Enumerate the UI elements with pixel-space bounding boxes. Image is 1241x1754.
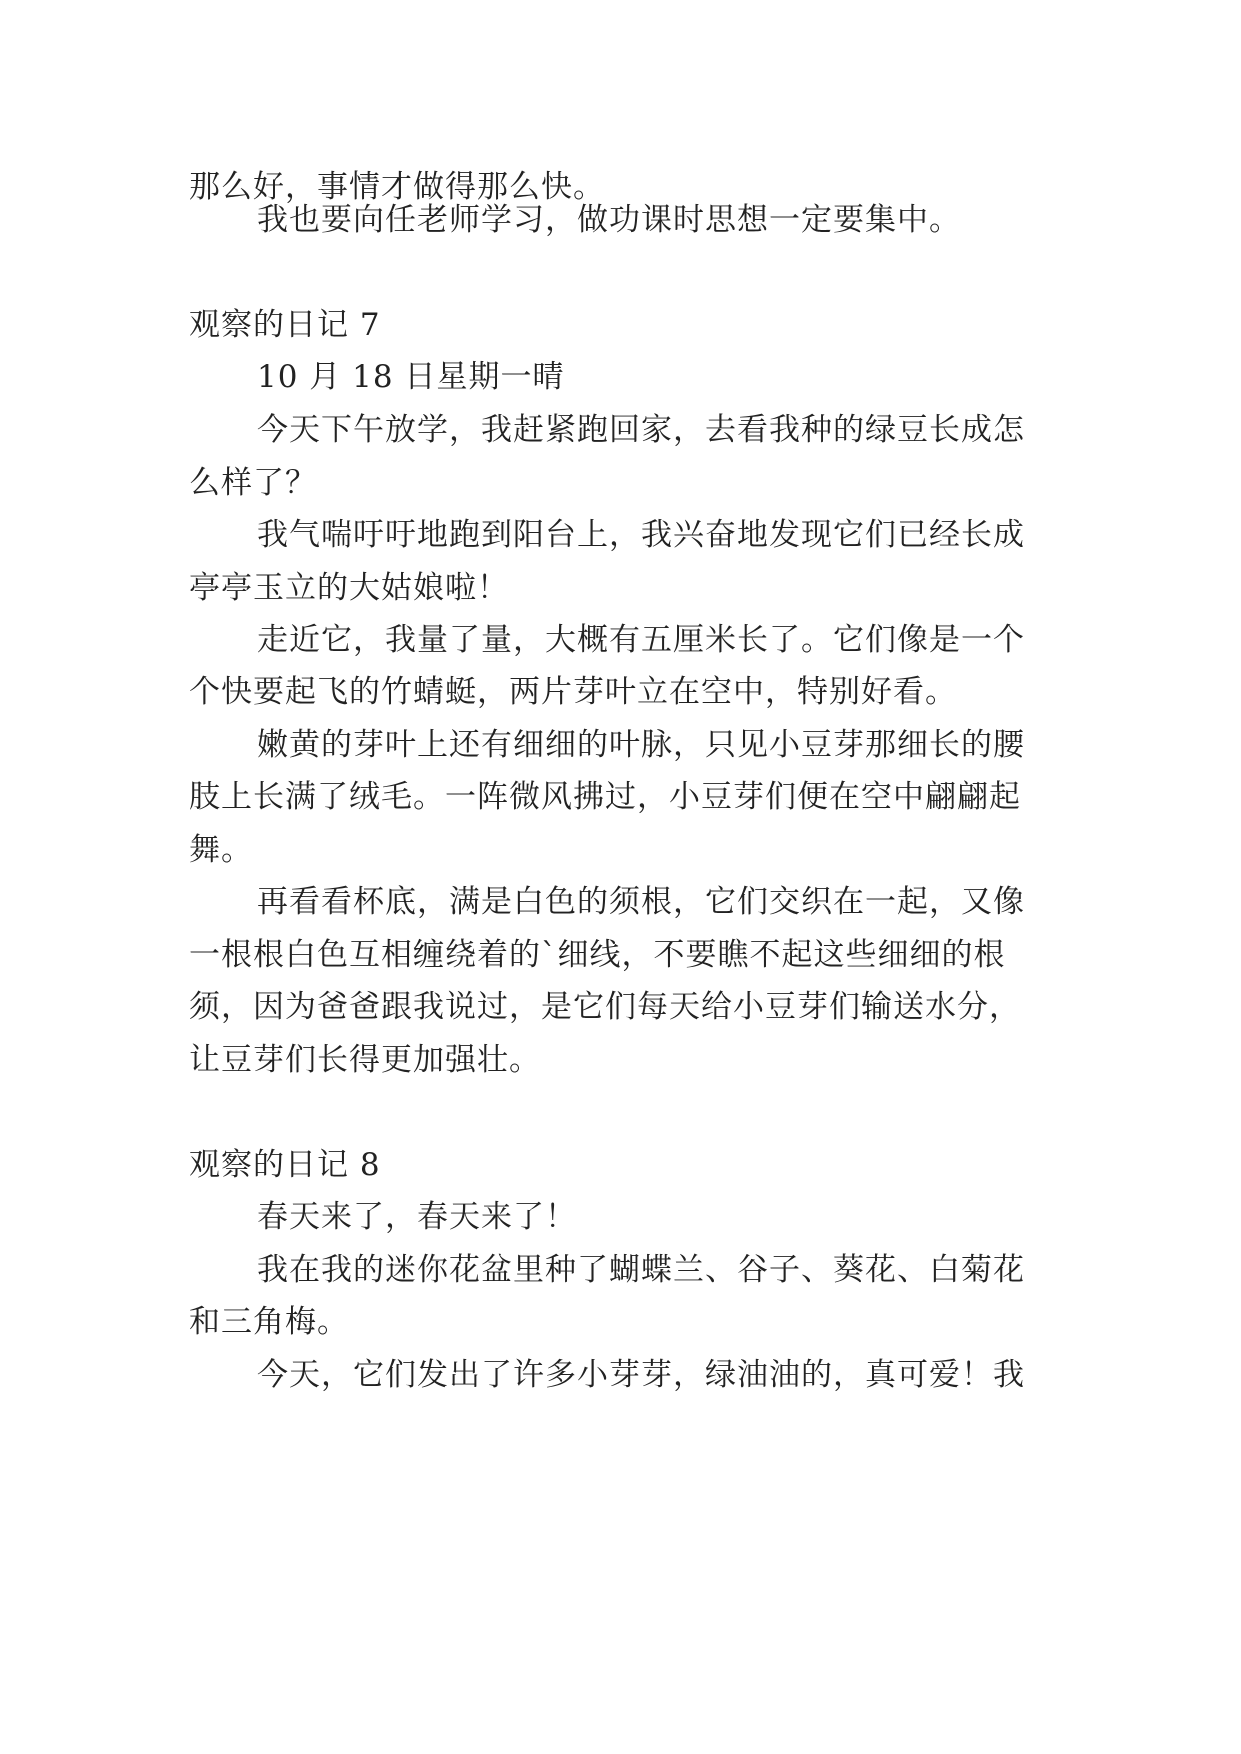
paragraph-line: 舞。 <box>189 832 253 868</box>
paragraph-line: 须，因为爸爸跟我说过，是它们每天给小豆芽们输送水分， <box>189 989 1021 1025</box>
paragraph-line: 和三角梅。 <box>189 1304 349 1340</box>
diary-date: 10 月 18 日星期一晴 <box>257 359 565 395</box>
paragraph-line: 春天来了，春天来了！ <box>257 1199 577 1235</box>
paragraph-line: 嫩黄的芽叶上还有细细的叶脉，只见小豆芽那细长的腰 <box>257 727 1025 763</box>
paragraph-line: 肢上长满了绒毛。一阵微风拂过，小豆芽们便在空中翩翩起 <box>189 779 1021 815</box>
paragraph-line: 么样了？ <box>189 465 317 501</box>
paragraph-line: 一根根白色互相缠绕着的`细线，不要瞧不起这些细细的根 <box>189 937 1006 973</box>
section-heading-7: 观察的日记 7 <box>189 307 381 343</box>
paragraph-line: 个快要起飞的竹蜻蜓，两片芽叶立在空中，特别好看。 <box>189 674 957 710</box>
paragraph-line: 今天下午放学，我赶紧跑回家，去看我种的绿豆长成怎 <box>257 412 1025 448</box>
paragraph-line: 亭亭玉立的大姑娘啦！ <box>189 570 509 606</box>
paragraph-line: 让豆芽们长得更加强壮。 <box>189 1042 541 1078</box>
paragraph-line: 那么好，事情才做得那么快。 <box>189 169 605 205</box>
paragraph-line: 今天，它们发出了许多小芽芽，绿油油的，真可爱！我 <box>257 1357 1025 1393</box>
paragraph-line: 我气喘吁吁地跑到阳台上，我兴奋地发现它们已经长成 <box>257 517 1025 553</box>
paragraph-line: 走近它，我量了量，大概有五厘米长了。它们像是一个 <box>257 622 1025 658</box>
paragraph-line: 再看看杯底，满是白色的须根，它们交织在一起，又像 <box>257 884 1025 920</box>
paragraph-line: 我在我的迷你花盆里种了蝴蝶兰、谷子、葵花、白菊花 <box>257 1252 1025 1288</box>
section-heading-8: 观察的日记 8 <box>189 1147 381 1183</box>
paragraph-line: 我也要向任老师学习，做功课时思想一定要集中。 <box>257 202 961 238</box>
